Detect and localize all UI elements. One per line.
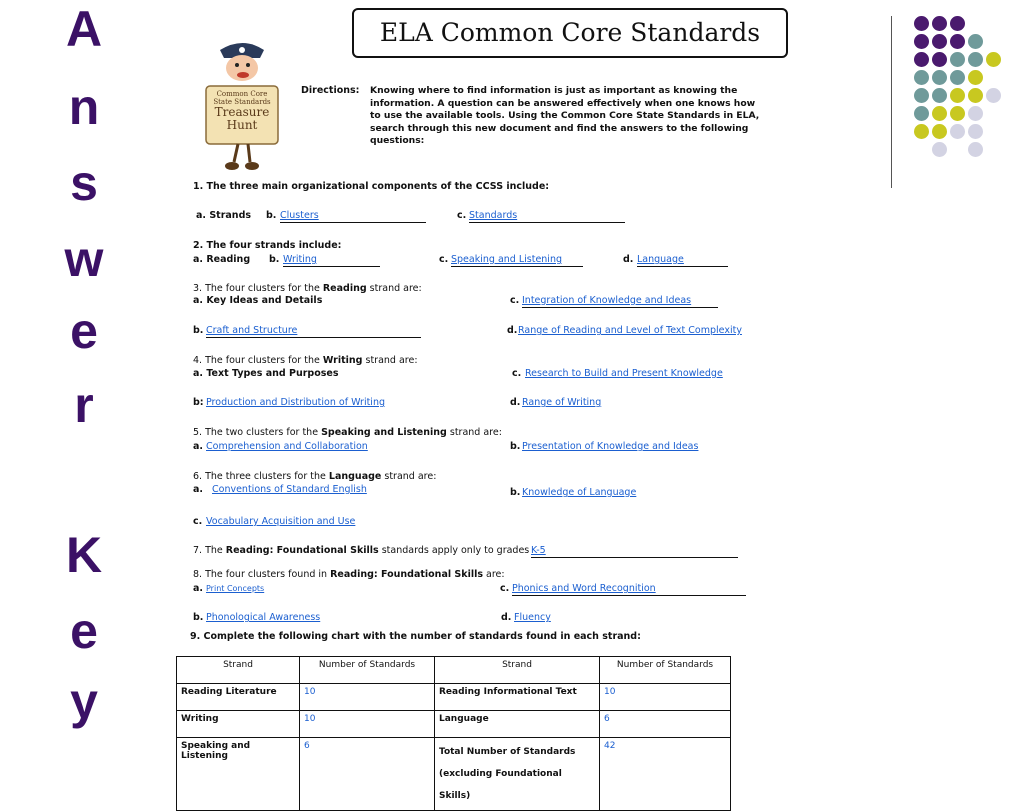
q6-answer-b: Knowledge of Language (522, 487, 637, 498)
q2-label-c: c. (439, 254, 449, 265)
question-8 (193, 569, 505, 581)
dot (950, 70, 965, 85)
side-letter: r (74, 377, 94, 433)
dot (932, 106, 947, 121)
table-header-row (177, 657, 731, 684)
q4-answer-b: Production and Distribution of Writing (206, 397, 386, 408)
question-2: 2. The four strands include: (193, 240, 342, 251)
q4-answer-a: a. Text Types and Purposes (193, 368, 339, 379)
q1-answer-a: a. Strands (196, 210, 252, 221)
q4-label-d: d. (510, 397, 521, 408)
table-cell: Language (435, 711, 600, 738)
table-cell: Speaking and Listening (177, 738, 300, 811)
dot (932, 88, 947, 103)
mascot-label: Hunt (226, 118, 258, 132)
question-5 (193, 427, 502, 439)
question-8-strand: Reading: Foundational Skills (330, 569, 484, 580)
question-9: 9. Complete the following chart with the number of standards found in each strand: (190, 631, 641, 642)
q1-label-c: c. (457, 210, 467, 221)
side-letter: K (65, 527, 103, 583)
table-cell: 10 (300, 684, 435, 711)
table-cell: Reading Literature (177, 684, 300, 711)
question-6-text: 6. The three clusters for the (193, 471, 329, 482)
dot (986, 52, 1001, 67)
question-4 (193, 355, 418, 367)
q3-label-b: b. (193, 325, 204, 336)
table-cell: Total Number of Standards (excluding Foundational Skills) (435, 738, 600, 811)
mascot-label: State Standards (213, 98, 271, 106)
q1-answer-c: Standards (469, 210, 518, 221)
table-cell: Writing (177, 711, 300, 738)
dot (914, 124, 929, 139)
page-title: ELA Common Core Standards (352, 8, 788, 58)
q7-answer: K-5 (531, 545, 546, 556)
table-row (177, 684, 731, 711)
question-5-text: strand are: (446, 427, 502, 438)
q8-answer-c: Phonics and Word Recognition (512, 583, 656, 594)
treasure-hunt-mascot (198, 38, 288, 176)
dot (914, 106, 929, 121)
dot (914, 88, 929, 103)
table-row (177, 711, 731, 738)
mascot-label: Common Core (216, 90, 268, 98)
dot (932, 34, 947, 49)
side-letter: y (70, 673, 98, 729)
q1-answer-b: Clusters (280, 210, 319, 221)
q4-answer-c: Research to Build and Present Knowledge (525, 368, 723, 379)
question-8-text: 8. The four clusters found in (193, 569, 331, 580)
question-5-strand: Speaking and Listening (321, 427, 447, 438)
question-5-text: 5. The two clusters for the (193, 427, 322, 438)
dot (932, 70, 947, 85)
side-letter: A (65, 1, 103, 57)
question-4-text: strand are: (362, 355, 418, 366)
q3-answer-d: Range of Reading and Level of Text Complexity (518, 325, 742, 336)
question-7-text: 7. The (193, 545, 226, 556)
question-3-text: strand are: (366, 283, 422, 294)
table-cell: 6 (300, 738, 435, 811)
side-letter: e (70, 303, 98, 359)
q2-answer-c: Speaking and Listening (451, 254, 562, 265)
q5-answer-b: Presentation of Knowledge and Ideas (522, 441, 699, 452)
dot (950, 88, 965, 103)
question-3 (193, 283, 422, 295)
dot (932, 52, 947, 67)
side-letter: n (68, 79, 100, 135)
q8-label-d: d. (501, 612, 512, 623)
table-cell: 42 (600, 738, 731, 811)
dot (950, 52, 965, 67)
q6-label-c: c. (193, 516, 203, 527)
dot (950, 16, 965, 31)
question-6 (193, 471, 436, 483)
dot (968, 88, 983, 103)
dot (932, 16, 947, 31)
divider-line (891, 16, 892, 188)
q3-answer-a: a. Key Ideas and Details (193, 295, 323, 306)
q5-label-b: b. (510, 441, 521, 452)
table-row (177, 738, 731, 811)
table-header: Strand (177, 657, 300, 684)
dot (914, 16, 929, 31)
q6-label-b: b. (510, 487, 521, 498)
side-letter: s (70, 155, 98, 211)
directions-label: Directions: (301, 85, 360, 96)
question-8-text: are: (483, 569, 505, 580)
q3-label-c: c. (510, 295, 520, 306)
q6-label-a: a. (193, 484, 204, 495)
table-cell: 10 (300, 711, 435, 738)
question-6-strand: Language (328, 471, 382, 482)
q8-answer-b: Phonological Awareness (206, 612, 321, 623)
q5-answer-a: Comprehension and Collaboration (206, 441, 368, 452)
dot (950, 34, 965, 49)
dot (950, 124, 965, 139)
q2-answer-b: Writing (283, 254, 317, 265)
q8-label-b: b. (193, 612, 204, 623)
dot (986, 88, 1001, 103)
dot (968, 70, 983, 85)
q3-answer-c: Integration of Knowledge and Ideas (522, 295, 692, 306)
question-4-text: 4. The four clusters for the (193, 355, 323, 366)
dot (914, 70, 929, 85)
q3-answer-b: Craft and Structure (206, 325, 298, 336)
table-cell: 6 (600, 711, 731, 738)
q6-answer-c: Vocabulary Acquisition and Use (206, 516, 356, 527)
side-letter: w (64, 231, 104, 287)
table-cell: 10 (600, 684, 731, 711)
dot (950, 106, 965, 121)
q8-answer-a: Print Concepts (206, 584, 265, 593)
standards-table (176, 656, 731, 811)
question-7 (193, 545, 529, 557)
question-4-strand: Writing (322, 355, 363, 366)
q5-label-a: a. (193, 441, 204, 452)
dot (932, 124, 947, 139)
q8-label-a: a. (193, 583, 204, 594)
dot (968, 52, 983, 67)
q8-label-c: c. (500, 583, 510, 594)
q4-label-c: c. (512, 368, 522, 379)
directions-text: Knowing where to find information is just as important as knowing the information. A question can be answered effectively when one knows how to use the available tools. Using the Common Core State Standards in ELA, search through this new document and find the answers to the following questions: (370, 85, 760, 146)
side-letter: e (70, 603, 98, 659)
table-cell: Reading Informational Text (435, 684, 600, 711)
q2-answer-d: Language (637, 254, 684, 265)
question-3-strand: Reading (322, 283, 367, 294)
q2-label-b: b. (269, 254, 280, 265)
question-7-text: standards apply only to grades (378, 545, 530, 556)
q4-label-b: b: (193, 397, 204, 408)
q4-answer-d: Range of Writing (522, 397, 602, 408)
dot (968, 124, 983, 139)
q8-answer-d: Fluency (514, 612, 551, 623)
question-6-text: strand are: (381, 471, 437, 482)
dot (968, 142, 983, 157)
q2-label-d: d. (623, 254, 634, 265)
table-header: Number of Standards (600, 657, 731, 684)
dot (914, 52, 929, 67)
table-header: Strand (435, 657, 600, 684)
q1-label-b: b. (266, 210, 277, 221)
question-7-strand: Reading: Foundational Skills (225, 545, 379, 556)
q6-answer-a: Conventions of Standard English (212, 484, 367, 495)
table-header: Number of Standards (300, 657, 435, 684)
dot (914, 34, 929, 49)
q2-answer-a: a. Reading (193, 254, 251, 265)
dot (932, 142, 947, 157)
mascot-label: Treasure (214, 105, 270, 119)
q3-label-d: d. (507, 325, 518, 336)
question-3-text: 3. The four clusters for the (193, 283, 323, 294)
dot (968, 106, 983, 121)
dot (968, 34, 983, 49)
question-1: 1. The three main organizational components of the CCSS include: (193, 181, 550, 192)
